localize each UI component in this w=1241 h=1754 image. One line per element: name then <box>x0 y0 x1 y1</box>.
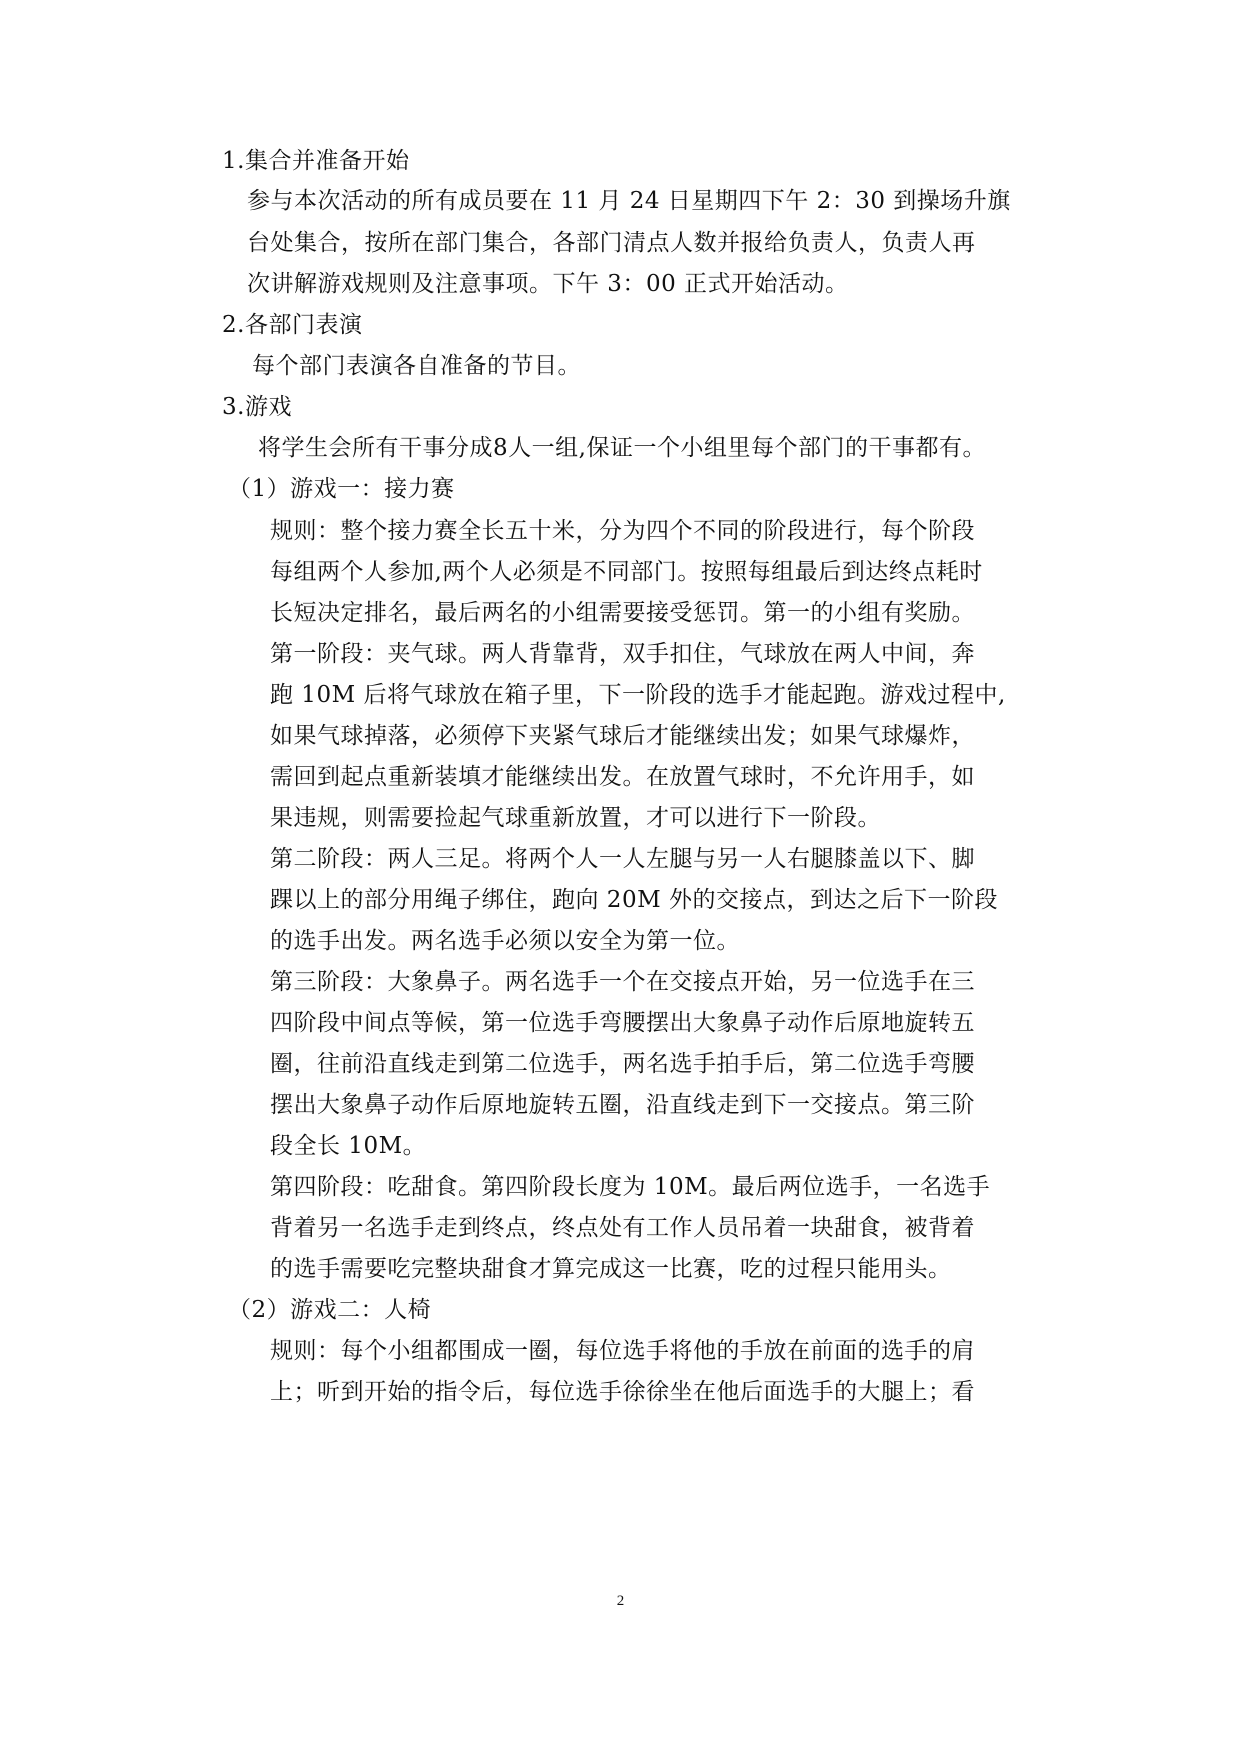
game-1-line: 段全长 10M。 <box>270 1133 427 1159</box>
game-1-line: 如果气球掉落，必须停下夹紧气球后才能继续出发；如果气球爆炸， <box>270 723 975 749</box>
game-1-line: 踝以上的部分用绳子绑住，跑向 20M 外的交接点，到达之后下一阶段 <box>270 887 998 913</box>
game-1-line: 第四阶段：吃甜食。第四阶段长度为 10M。最后两位选手，一名选手 <box>270 1174 991 1200</box>
game-1-line: 每组两个人参加,两个人必须是不同部门。按照每组最后到达终点耗时 <box>270 559 983 585</box>
page-number: 2 <box>616 1593 625 1609</box>
game-1-line: 果违规，则需要捡起气球重新放置，才可以进行下一阶段。 <box>270 805 881 831</box>
section-3-intro: 将学生会所有干事分成8人一组,保证一个小组里每个部门的干事都有。 <box>258 435 986 461</box>
game-1-line: 背着另一名选手走到终点，终点处有工作人员吊着一块甜食，被背着 <box>270 1215 975 1241</box>
section-3-heading: 3.游戏 <box>222 394 292 420</box>
game-1-line: 摆出大象鼻子动作后原地旋转五圈，沿直线走到下一交接点。第三阶 <box>270 1092 975 1118</box>
game-2-title: （2）游戏二：人椅 <box>228 1297 432 1323</box>
game-1-title: （1）游戏一：接力赛 <box>228 476 455 502</box>
game-1-line: 跑 10M 后将气球放在箱子里，下一阶段的选手才能起跑。游戏过程中, <box>270 682 1006 708</box>
game-2-line: 上；听到开始的指令后，每位选手徐徐坐在他后面选手的大腿上；看 <box>270 1379 975 1405</box>
section-2-heading: 2.各部门表演 <box>222 312 363 338</box>
game-1-line: 四阶段中间点等候，第一位选手弯腰摆出大象鼻子动作后原地旋转五 <box>270 1010 975 1036</box>
section-1-line: 次讲解游戏规则及注意事项。下午 3：00 正式开始活动。 <box>247 271 849 297</box>
game-1-line: 的选手需要吃完整块甜食才算完成这一比赛，吃的过程只能用头。 <box>270 1256 952 1282</box>
game-1-line: 第二阶段：两人三足。将两个人一人左腿与另一人右腿膝盖以下、脚 <box>270 846 975 872</box>
game-1-line: 长短决定排名，最后两名的小组需要接受惩罚。第一的小组有奖励。 <box>270 600 975 626</box>
game-1-line: 第一阶段：夹气球。两人背靠背，双手扣住，气球放在两人中间，奔 <box>270 641 975 667</box>
game-2-line: 规则：每个小组都围成一圈，每位选手将他的手放在前面的选手的肩 <box>270 1338 975 1364</box>
section-1-line: 台处集合，按所在部门集合，各部门清点人数并报给负责人，负责人再 <box>247 230 976 256</box>
section-1-line: 参与本次活动的所有成员要在 11 月 24 日星期四下午 2：30 到操场升旗 <box>247 188 1011 214</box>
game-1-line: 第三阶段：大象鼻子。两名选手一个在交接点开始，另一位选手在三 <box>270 969 975 995</box>
section-2-line: 每个部门表演各自准备的节目。 <box>252 353 581 379</box>
game-1-line: 需回到起点重新装填才能继续出发。在放置气球时，不允许用手，如 <box>270 764 975 790</box>
game-1-line: 圈，往前沿直线走到第二位选手，两名选手拍手后，第二位选手弯腰 <box>270 1051 975 1077</box>
section-1-heading: 1.集合并准备开始 <box>222 148 410 174</box>
game-1-line: 规则：整个接力赛全长五十米，分为四个不同的阶段进行，每个阶段 <box>270 518 975 544</box>
game-1-line: 的选手出发。两名选手必须以安全为第一位。 <box>270 928 740 954</box>
